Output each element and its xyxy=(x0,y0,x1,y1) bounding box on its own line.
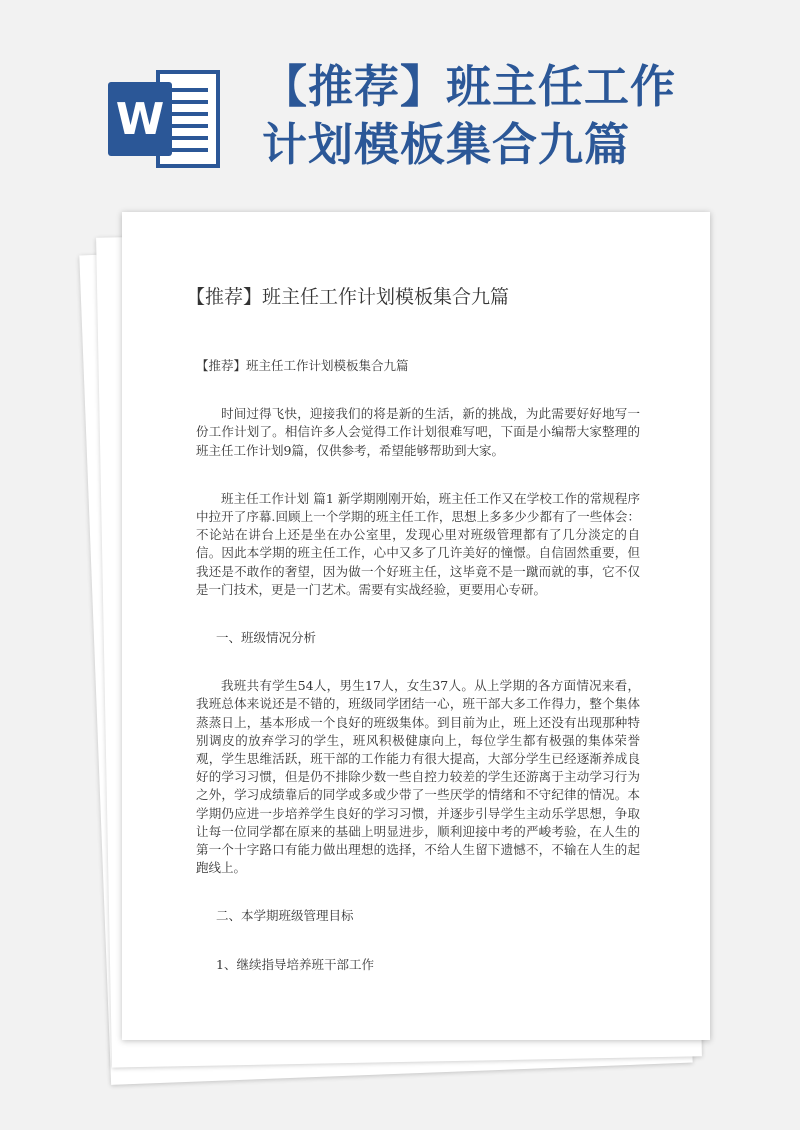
document-title: 【推荐】班主任工作计划模板集合九篇 xyxy=(186,286,510,308)
section1-paragraph: 我班共有学生54人，男生17人，女生37人。从上学期的各方面情况来看，我班总体来说还是不错的，班级同学团结一心，班干部大多工作得力，整个集体蒸蒸日上，基本形成一个良好的班级集体。到目前为止，班上还没有出现那种特别调皮的放弃学习的学生，班风积极健康向上，每位学生都有极强的集体荣誉观，学生思维活跃，班干部的工作能力有很大提高，大部分学生已经逐渐养成良好的学习习惯，但是仍不排除少数一些自控力较差的学生还游离于主动学习行为之外，学习成绩靠后的同学或多或少带了一些厌学的情绪和不守纪律的情况。本学期仍应进一步培养学生良好的学习习惯，并逐步引导学生主动乐学思想，争取让每一位同学都在原来的基础上明显进步，顺利迎接中考的严峻考验，在人生的第一个十字路口有能力做出理想的选择，不给人生留下遗憾不，不输在人生的起跑线上。 xyxy=(196,678,640,876)
header-title: 【推荐】班主任工作计划模板集合九篇 xyxy=(262,60,677,171)
section2-heading: 二、本学期班级管理目标 xyxy=(216,908,354,924)
section1-heading: 一、班级情况分析 xyxy=(216,630,317,646)
list-item: 1、继续指导培养班干部工作 xyxy=(216,956,374,972)
header-banner xyxy=(0,0,800,210)
word-document-icon xyxy=(108,66,220,172)
intro-paragraph: 时间过得飞快，迎接我们的将是新的生活，新的挑战，为此需要好好地写一份工作计划了。相信许多人会觉得工作计划很难写吧，下面是小编帮大家整理的班主任工作计划9篇，仅供参考，希望能够帮助到大家。 xyxy=(196,406,640,458)
plan1-paragraph: 班主任工作计划 篇1 新学期刚刚开始，班主任工作又在学校工作的常规程序中拉开了序幕.回顾上一个学期的班主任工作，思想上多多少少都有了一些体会：不论站在讲台上还是坐在办公室里，发现心里对班级管理都有了几分淡定的自信。因此本学期的班主任工作，心中又多了几许美好的憧憬。自信固然重要，但我还是不敢作的奢望，因为做一个好班主任，这毕竟不是一蹴而就的事，它不仅是一门技术，更是一门艺术。需要有实战经验，更要用心专研。 xyxy=(196,490,640,597)
word-icon-letter: W xyxy=(115,94,165,145)
document-subtitle: 【推荐】班主任工作计划模板集合九篇 xyxy=(196,358,409,373)
document-body xyxy=(196,357,640,974)
